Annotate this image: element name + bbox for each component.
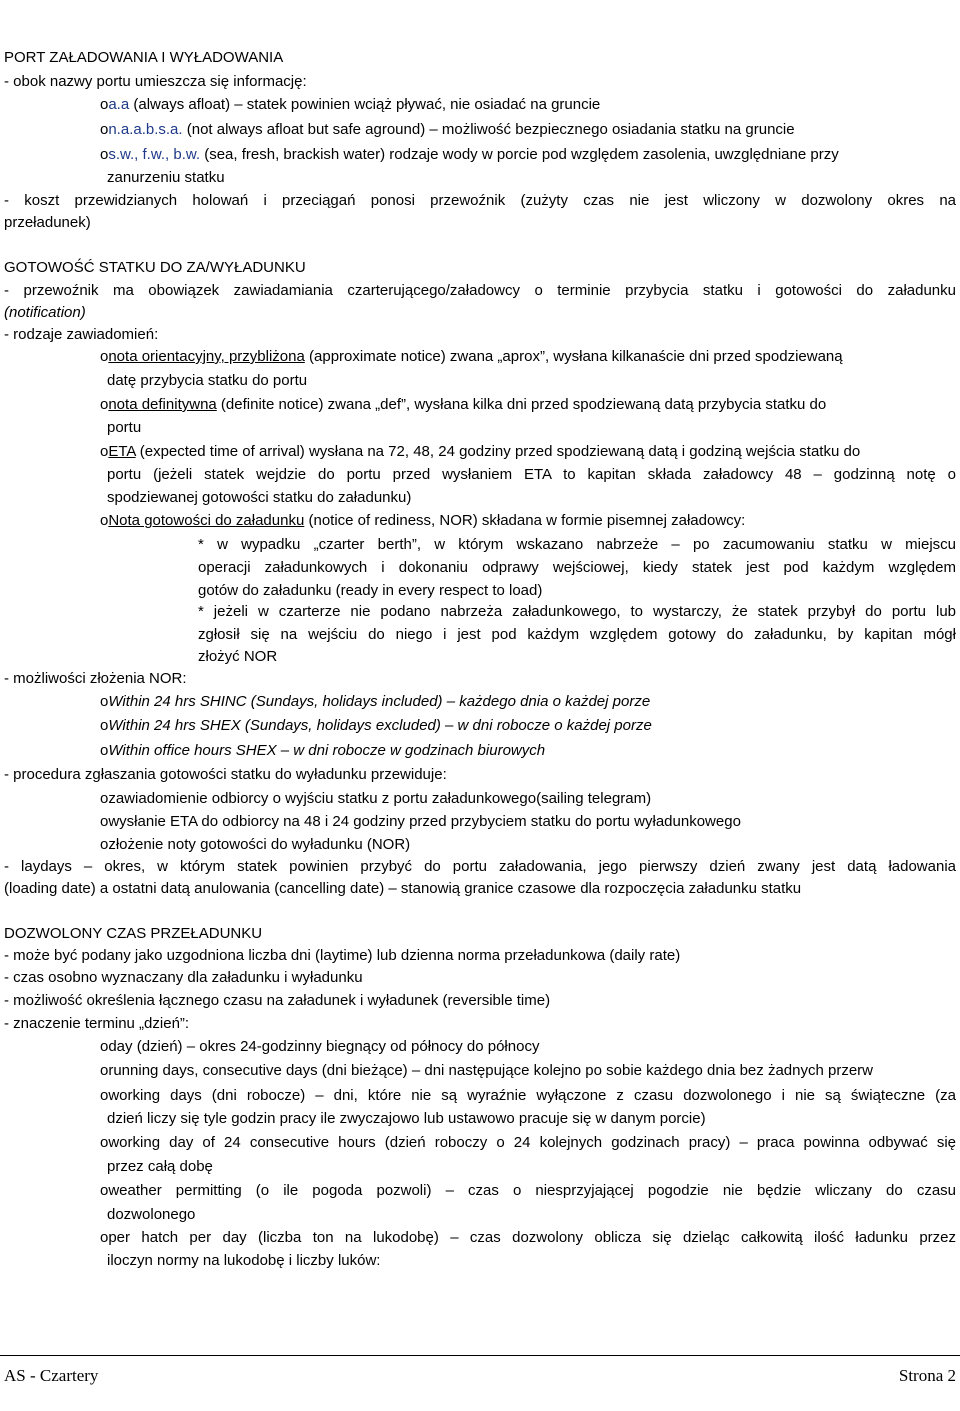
list-item: oWithin 24 hrs SHEX (Sundays, holidays excluded) – w dni robocze o każdej porze bbox=[100, 717, 652, 734]
list-item-continuation: portu (jeżeli statek wejdzie do portu przed wysłaniem ETA to kapitan składa załadowcy 48 – godzinną notę o bbox=[107, 466, 956, 483]
list-item: os.w., f.w., b.w. (sea, fresh, brackish water) rodzaje wody w porcie pod względem zasolenia, uwzględniane przy bbox=[100, 146, 839, 163]
paragraph: - laydays – okres, w którym statek powinien przybyć do portu załadowania, jego pierwszy dzień zwany jest datą ładowania bbox=[4, 858, 956, 875]
paragraph: przeładunek) bbox=[4, 214, 91, 231]
list-item: onota definitywna (definite notice) zwana „def”, wysłana kilka dni przed spodziewaną datą przybycia statku do bbox=[100, 396, 827, 413]
section-heading-port: PORT ZAŁADOWANIA I WYŁADOWANIA bbox=[4, 49, 284, 66]
list-item-continuation: zanurzeniu statku bbox=[107, 169, 225, 186]
paragraph: - czas osobno wyznaczany dla załadunku i wyładunku bbox=[4, 969, 363, 986]
paragraph: - możliwości złożenia NOR: bbox=[4, 670, 187, 687]
footer-divider bbox=[0, 1355, 960, 1356]
list-item-continuation: portu bbox=[107, 419, 142, 436]
paragraph: (loading date) a ostatni datą anulowania (cancelling date) – stanowią granice czasowe dla rozpoczęcia załadunku statku bbox=[4, 880, 802, 897]
list-item-continuation: datę przybycia statku do portu bbox=[107, 372, 308, 389]
list-item: orunning days, consecutive days (dni bieżące) – dni następujące kolejno po sobie każdego dnia bez żadnych przerw bbox=[100, 1062, 873, 1079]
sub-item: operacji załadunkowych i dokonaniu odprawy wejściowej, kiedy statek jest pod każdym względem bbox=[198, 559, 956, 576]
paragraph: - procedura zgłaszania gotowości statku do wyładunku przewiduje: bbox=[4, 766, 447, 783]
footer-left: AS - Czartery bbox=[4, 1366, 99, 1385]
paragraph: - znaczenie terminu „dzień”: bbox=[4, 1015, 190, 1032]
list-item: oworking days (dni robocze) – dni, które nie są wyraźnie wyłączone z czasu dozwolonego i nie są świąteczne (za bbox=[100, 1087, 956, 1104]
paragraph: - obok nazwy portu umieszcza się informację: bbox=[4, 73, 307, 90]
sub-item: * w wypadku „czarter berth”, w którym wskazano nabrzeże – po zacumowaniu statku w miejscu bbox=[198, 536, 956, 553]
sub-item: zgłosił się na wejściu do niego i jest pod każdym względem gotowy do załadunku, by kapitan mógł bbox=[198, 626, 956, 643]
paragraph: - koszt przewidzianych holowań i przeciągań ponosi przewoźnik (zużyty czas nie jest wliczony w dozwolony okres na bbox=[4, 192, 956, 209]
paragraph: - rodzaje zawiadomień: bbox=[4, 326, 159, 343]
sub-item: gotów do załadunku (ready in every respect to load) bbox=[198, 582, 543, 599]
list-item: oNota gotowości do załadunku (notice of rediness, NOR) składana w formie pisemnej załadowcy: bbox=[100, 512, 746, 529]
paragraph: - może być podany jako uzgodniona liczba dni (laytime) lub dzienna norma przeładunkowa (daily rate) bbox=[4, 947, 681, 964]
section-heading-laytime: DOZWOLONY CZAS PRZEŁADUNKU bbox=[4, 925, 263, 942]
list-item: oper hatch per day (liczba ton na lukodobę) – czas dozwolony oblicza się dzieląc całkowitą ilość ładunku przez bbox=[100, 1229, 956, 1246]
sub-item: złożyć NOR bbox=[198, 648, 278, 665]
list-item-continuation: przez całą dobę bbox=[107, 1158, 213, 1175]
list-item: oworking day of 24 consecutive hours (dzień roboczy o 24 kolejnych godzinach pracy) – praca powinna odbywać się bbox=[100, 1134, 956, 1151]
list-item: oday (dzień) – okres 24-godzinny biegnący od północy do północy bbox=[100, 1038, 540, 1055]
paragraph: - możliwość określenia łącznego czasu na załadunek i wyładunek (reversible time) bbox=[4, 992, 551, 1009]
list-item: oa.a (always afloat) – statek powinien wciąż pływać, nie osiadać na gruncie bbox=[100, 96, 601, 113]
list-item-continuation: iloczyn normy na lukodobę i liczby luków: bbox=[107, 1252, 381, 1269]
list-item-continuation: spodziewanej gotowości statku do załadunku) bbox=[107, 489, 412, 506]
list-item: oETA (expected time of arrival) wysłana na 72, 48, 24 godziny przed spodziewaną datą i godziną wejścia statku do bbox=[100, 443, 861, 460]
list-item: oWithin 24 hrs SHINC (Sundays, holidays included) – każdego dnia o każdej porze bbox=[100, 693, 651, 710]
list-item: owysłanie ETA do odbiorcy na 48 i 24 godziny przed przybyciem statku do portu wyładunkowego bbox=[100, 813, 741, 830]
list-item: ozłożenie noty gotowości do wyładunku (NOR) bbox=[100, 836, 411, 853]
paragraph: - przewoźnik ma obowiązek zawiadamiania czarterującego/załadowcy o terminie przybycia statku i gotowości do załadunku bbox=[4, 282, 956, 299]
section-heading-readiness: GOTOWOŚĆ STATKU DO ZA/WYŁADUNKU bbox=[4, 259, 306, 276]
list-item: oweather permitting (o ile pogoda pozwoli) – czas o niesprzyjającej pogodzie nie będzie wliczany do czasu bbox=[100, 1182, 956, 1199]
list-item-continuation: dozwolonego bbox=[107, 1206, 196, 1223]
list-item: on.a.a.b.s.a. (not always afloat but safe aground) – możliwość bezpiecznego osiadania statku na gruncie bbox=[100, 121, 795, 138]
list-item: oWithin office hours SHEX – w dni robocze w godzinach biurowych bbox=[100, 742, 546, 759]
paragraph: (notification) bbox=[4, 304, 86, 321]
page-number: Strona 2 bbox=[898, 1366, 956, 1385]
list-item-continuation: dzień liczy się tyle godzin pracy ile zwyczajowo lub ustawowo pracuje się w danym porcie) bbox=[107, 1110, 706, 1127]
list-item: ozawiadomienie odbiorcy o wyjściu statku z portu załadunkowego(sailing telegram) bbox=[100, 790, 652, 807]
list-item: onota orientacyjny, przybliżona (approximate notice) zwana „aprox”, wysłana kilkanaście dni przed spodziewaną bbox=[100, 348, 843, 365]
sub-item: * jeżeli w czarterze nie podano nabrzeża załadunkowego, to wystarczy, że statek przybył do portu lub bbox=[198, 603, 956, 620]
